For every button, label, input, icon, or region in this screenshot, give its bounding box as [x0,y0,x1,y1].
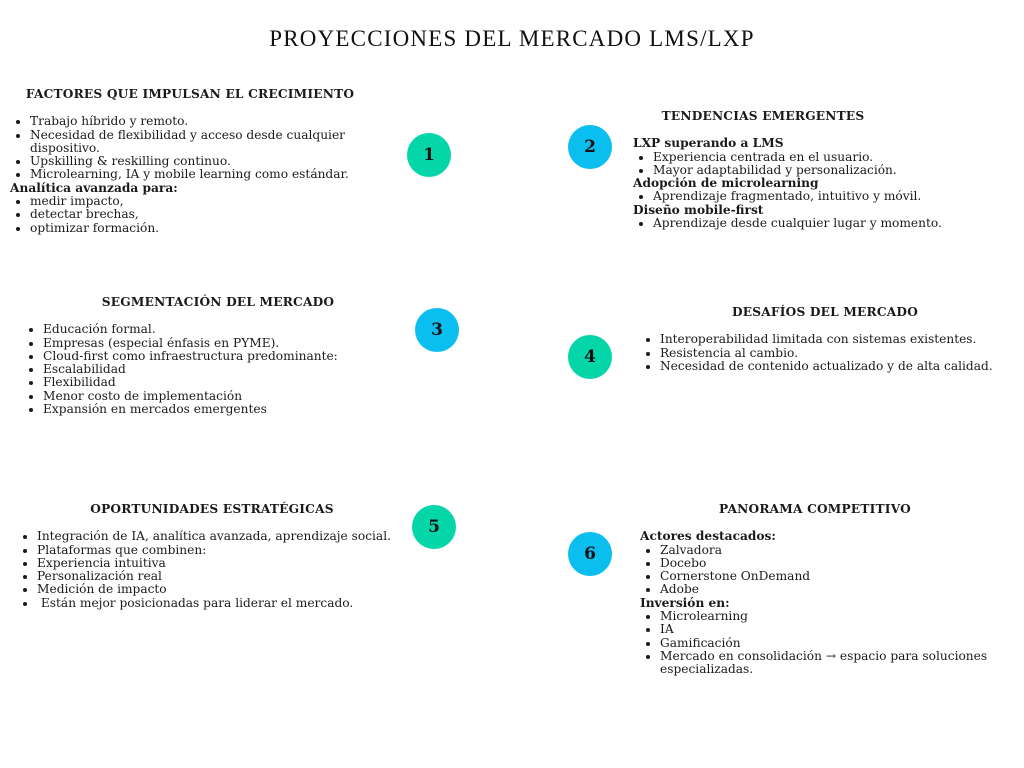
section-heading: TENDENCIAS EMERGENTES [661,109,865,123]
list-item: • Cloud-first como infraestructura predominante: [43,350,413,363]
list-item: • Necesidad de flexibilidad y acceso desde cualquier dispositivo. [30,129,370,156]
list-item: • Aprendizaje fragmentado, intuitivo y móvil. [653,190,993,203]
subheading: Actores destacados: [640,529,776,544]
list-item: • Mercado en consolidación → espacio para soluciones especializadas. [660,650,990,677]
step-badge-2: 2 [568,125,612,169]
list-item: • Interoperabilidad limitada con sistemas existentes. [660,333,1010,346]
list-item: • detectar brechas, [30,208,370,221]
section-market-segmentation [23,296,413,416]
section-heading: SEGMENTACIÓN DEL MERCADO [101,295,335,309]
list-item: • Adobe [660,583,1010,596]
list-item: • Upskilling & reskilling continuo. [30,155,370,168]
list-item: • Gamificación [660,637,1010,650]
list-item: • Necesidad de contenido actualizado y de alta calidad. [660,360,1010,373]
list-item: • Aprendizaje desde cualquier lugar y momento. [653,217,993,230]
bullet-list [640,333,1010,373]
subheading: LXP superando a LMS [633,136,784,151]
section-heading: PANORAMA COMPETITIVO [719,502,911,516]
bullet-list [633,190,993,203]
list-item: • Educación formal. [43,323,413,336]
list-item: • Están mejor posicionadas para liderar el mercado. [37,597,407,610]
list-item: • Menor costo de implementación [43,390,413,403]
section-emerging-trends [633,110,993,230]
list-item: • Cornerstone OnDemand [660,570,1010,583]
list-item: • Zalvadora [660,544,1010,557]
subheading: Diseño mobile-first [633,202,764,217]
list-item: • Microlearning [660,610,1010,623]
bullet-list [633,217,993,230]
list-item: • Personalización real [37,570,407,583]
bullet-list [633,151,993,178]
list-item: • Flexibilidad [43,376,413,389]
step-badge-4: 4 [568,335,612,379]
section-heading: DESAFÍOS DEL MERCADO [731,305,919,319]
list-item: • Integración de IA, analítica avanzada, aprendizaje social. [37,530,407,543]
subheading: Inversión en: [640,595,730,610]
list-item: • Microlearning, IA y mobile learning como estándar. [30,168,370,181]
step-badge-1: 1 [407,133,451,177]
bullet-list [23,323,413,416]
list-item: • medir impacto, [30,195,370,208]
list-item: • Plataformas que combinen: [37,544,407,557]
step-badge-5: 5 [412,505,456,549]
bullet-list [10,195,370,235]
list-item: • Experiencia centrada en el usuario. [653,151,993,164]
section-growth-factors [10,88,370,235]
step-badge-6: 6 [568,532,612,576]
list-item: • Resistencia al cambio. [660,347,1010,360]
section-heading: FACTORES QUE IMPULSAN EL CRECIMIENTO [25,87,355,101]
bullet-list [10,115,370,181]
bullet-list [17,530,407,610]
section-heading: OPORTUNIDADES ESTRATÉGICAS [90,502,334,516]
list-item: • Expansión en mercados emergentes [43,403,413,416]
list-item: • Experiencia intuitiva [37,557,407,570]
subheading: Analítica avanzada para: [10,180,178,195]
list-item: • Docebo [660,557,1010,570]
list-item: • Medición de impacto [37,583,407,596]
list-item: • Mayor adaptabilidad y personalización. [653,164,993,177]
list-item: • IA [660,623,1010,636]
bullet-list [640,610,1010,676]
section-market-challenges [640,306,1010,373]
list-item: • Trabajo híbrido y remoto. [30,115,370,128]
section-competitive-landscape [640,503,1010,677]
page-title: PROYECCIONES DEL MERCADO LMS/LXP [269,26,755,51]
list-item: • Escalabilidad [43,363,413,376]
list-item: • Empresas (especial énfasis en PYME). [43,337,413,350]
subheading: Adopción de microlearning [633,176,819,191]
step-badge-3: 3 [415,308,459,352]
list-item: • optimizar formación. [30,222,370,235]
section-strategic-opportunities [17,503,407,610]
bullet-list [640,544,1010,597]
